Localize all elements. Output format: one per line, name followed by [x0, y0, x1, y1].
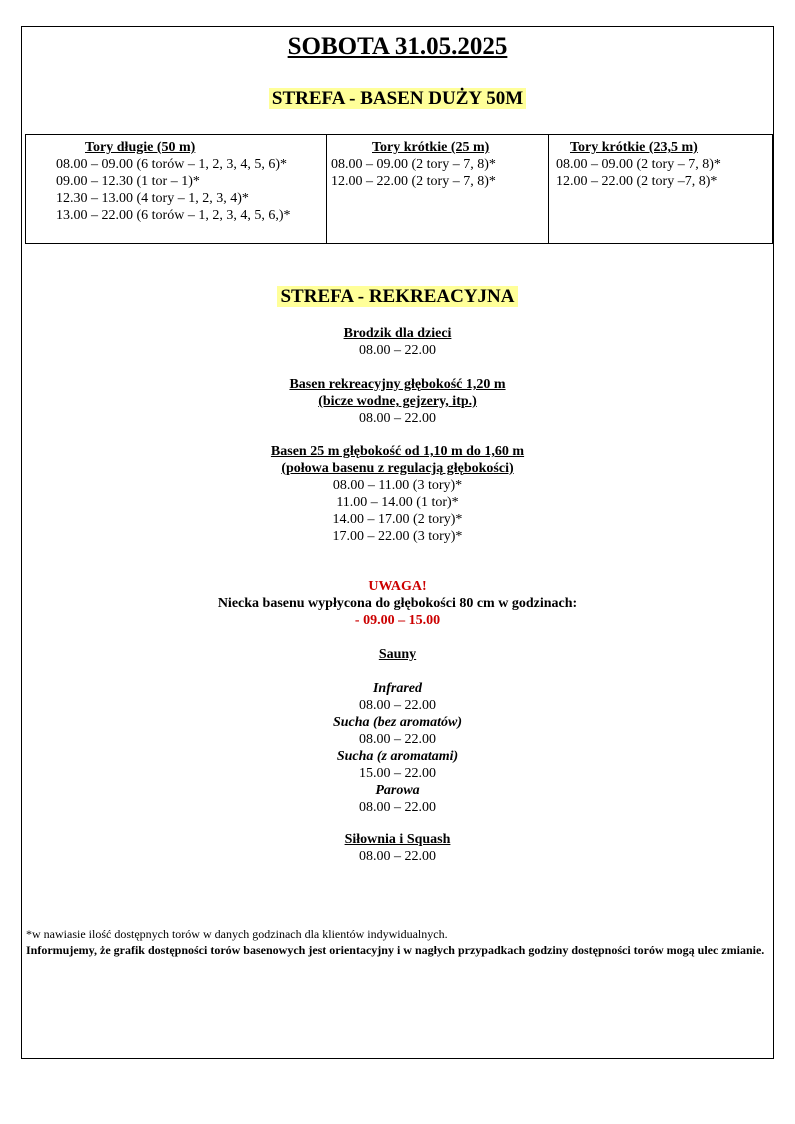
footer-info: Informujemy, że grafik dostępności torów basenowych jest orientacyjny i w nagłych przypadkach godziny dostępności torów mogą ulec zmianie. — [26, 943, 765, 957]
section-subtitle: (bicze wodne, gejzery, itp.) — [318, 394, 477, 409]
lane-line: 12.00 – 22.00 (2 tory –7, 8)* — [556, 174, 718, 189]
lanes-table — [25, 134, 773, 244]
sauna-hours: 08.00 – 22.00 — [359, 698, 436, 713]
section-title: Basen 25 m głębokość od 1,10 m do 1,60 m — [270, 444, 525, 459]
lanes-column-short-25 — [326, 135, 548, 243]
notice-text: Niecka basenu wypłycona do głębokości 80 cm w godzinach: — [217, 596, 578, 611]
lanes-column-short-235 — [548, 135, 772, 243]
brodzik-section — [0, 325, 795, 359]
column-header: Tory długie (50 m) — [85, 140, 196, 155]
silownia-section — [0, 831, 795, 865]
column-header: Tory krótkie (25 m) — [372, 140, 490, 155]
notice-label: UWAGA! — [368, 579, 427, 594]
section-title: Siłownia i Squash — [344, 832, 451, 847]
column-header: Tory krótkie (23,5 m) — [570, 140, 698, 155]
sauny-section — [0, 646, 795, 816]
hours: 08.00 – 22.00 — [359, 849, 436, 864]
zone-heading-rekreacyjna: STREFA - REKREACYJNA — [0, 285, 795, 309]
lane-line: 13.00 – 22.00 (6 torów – 1, 2, 3, 4, 5, 6,)* — [56, 208, 291, 223]
hours: 08.00 – 22.00 — [359, 343, 436, 358]
sauna-hours: 15.00 – 22.00 — [359, 766, 436, 781]
lane-line: 08.00 – 09.00 (2 tory – 7, 8)* — [556, 157, 721, 172]
sauna-hours: 08.00 – 22.00 — [359, 732, 436, 747]
page-title: SOBOTA 31.05.2025 — [287, 33, 508, 60]
lane-line: 12.30 – 13.00 (4 tory – 1, 2, 3, 4)* — [56, 191, 249, 206]
footer-note: *w nawiasie ilość dostępnych torów w danych godzinach dla klientów indywidualnych. — [26, 927, 448, 941]
notice-section — [0, 578, 795, 629]
lanes-column-long — [26, 135, 326, 243]
section-subtitle: (połowa basenu z regulacją głębokości) — [281, 461, 514, 476]
section-title: Brodzik dla dzieci — [343, 326, 452, 341]
zone-heading-basen: STREFA - BASEN DUŻY 50M — [0, 87, 795, 111]
section-title: Basen rekreacyjny głębokość 1,20 m — [289, 377, 506, 392]
hours-line: 08.00 – 11.00 (3 tory)* — [332, 478, 463, 493]
sauna-name: Parowa — [375, 783, 420, 798]
rekreacyjny-section — [0, 376, 795, 427]
hours: 08.00 – 22.00 — [359, 411, 436, 426]
lane-line: 12.00 – 22.00 (2 tory – 7, 8)* — [331, 174, 496, 189]
hours-line: 11.00 – 14.00 (1 tor)* — [336, 495, 459, 510]
lane-line: 08.00 – 09.00 (2 tory – 7, 8)* — [331, 157, 496, 172]
lane-line: 08.00 – 09.00 (6 torów – 1, 2, 3, 4, 5, 6)* — [56, 157, 287, 172]
section-title: Sauny — [378, 647, 417, 662]
sauna-name: Sucha (bez aromatów) — [332, 715, 463, 730]
sauna-hours: 08.00 – 22.00 — [359, 800, 436, 815]
hours-line: 17.00 – 22.00 (3 tory)* — [332, 529, 463, 544]
hours-line: 14.00 – 17.00 (2 tory)* — [332, 512, 463, 527]
basen25-section — [0, 443, 795, 545]
notice-hours: - 09.00 – 15.00 — [354, 613, 441, 628]
lane-line: 09.00 – 12.30 (1 tor – 1)* — [56, 174, 200, 189]
sauna-name: Infrared — [372, 681, 422, 696]
sauna-name: Sucha (z aromatami) — [336, 749, 459, 764]
